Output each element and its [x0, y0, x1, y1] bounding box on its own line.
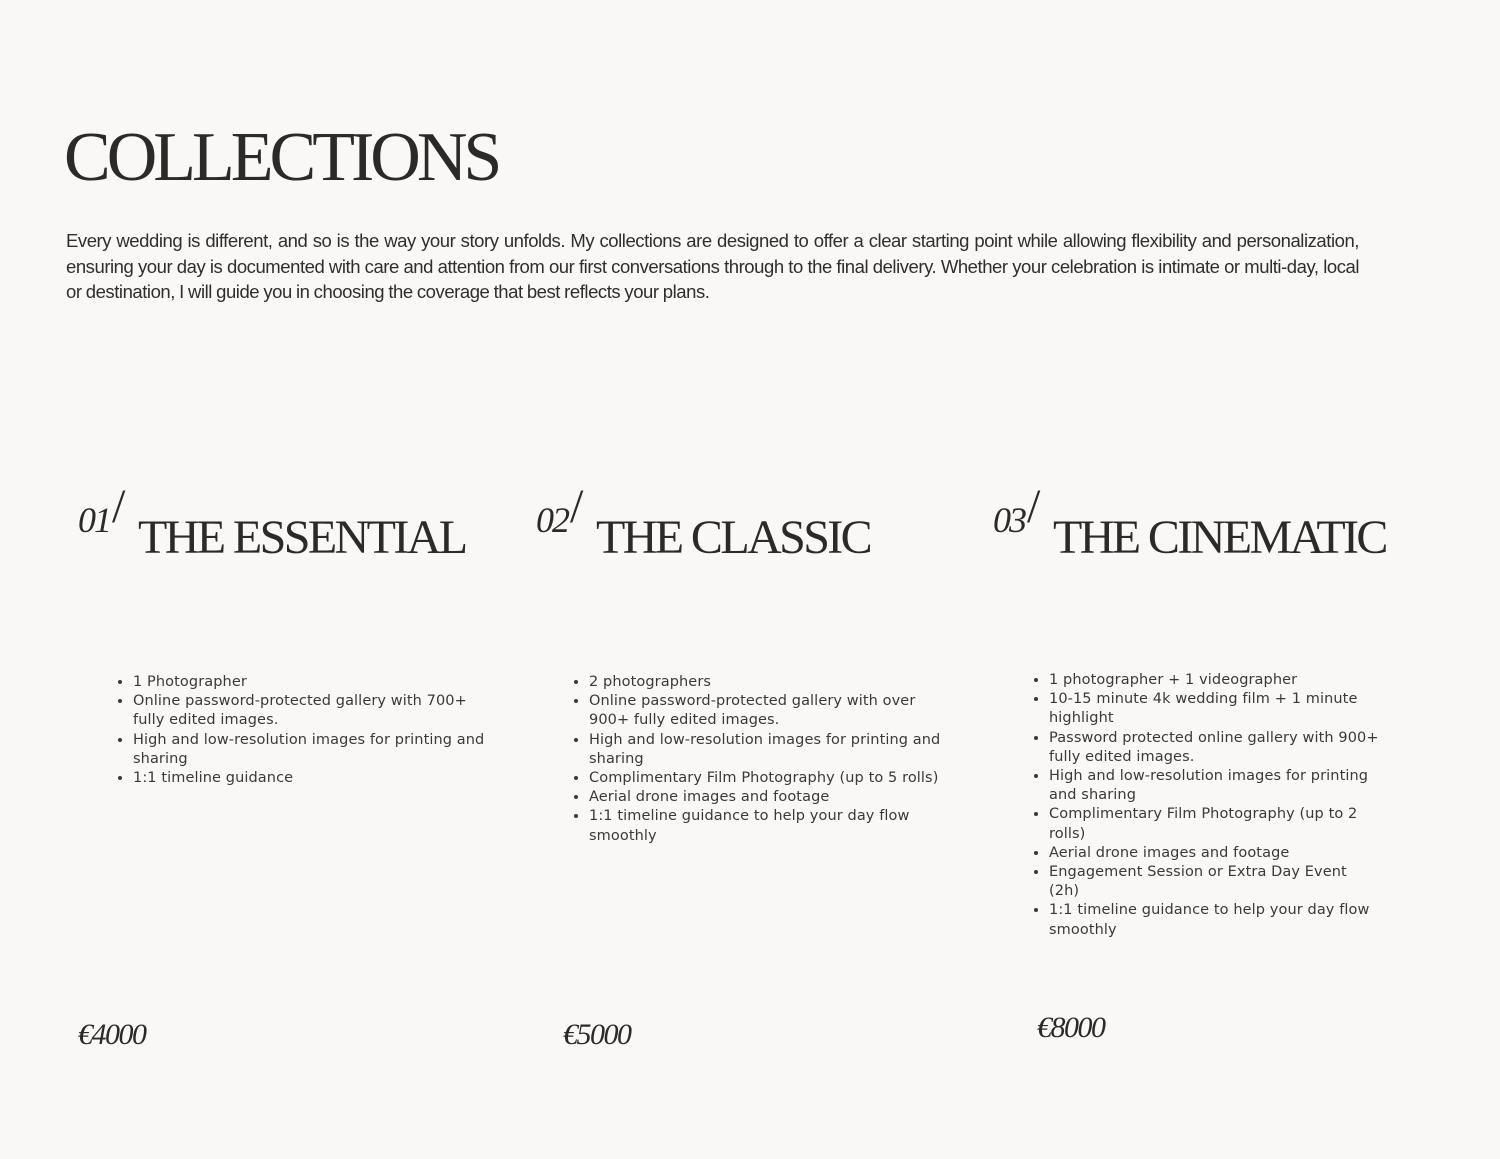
collection-3-feature: • 1 photographer + 1 videographer [1049, 671, 1379, 690]
intro-paragraph: Every wedding is different, and so is the way your story unfolds. My collections are designed to offer a clear starting point while allowing flexibility and personalization, ensuring your day is documented with care and attention from our first conversations through to the final delivery. Whether your celebration is intimate or multi-day, local or destination, I will guide you in choosing the coverage that best reflects your plans. [66, 230, 1359, 302]
collection-1-number-digits: 01 [78, 500, 110, 540]
collection-3-number [993, 480, 1041, 540]
collection-3-title: THE CINEMATIC [1053, 511, 1386, 564]
collection-2-feature: • High and low-resolution images for printing and sharing [589, 731, 949, 769]
collection-3-number-digits: 03 [993, 500, 1025, 540]
collection-1-feature: • Online password-protected gallery with 700+ fully edited images. [133, 692, 503, 730]
collection-1-title: THE ESSENTIAL [138, 511, 466, 564]
collection-2-price: €5000 [563, 1018, 631, 1051]
collection-2-title: THE CLASSIC [596, 511, 871, 564]
collection-2-features [569, 673, 949, 846]
collection-3-features [1029, 671, 1379, 940]
collection-1-features [113, 673, 503, 788]
collection-3-price: €8000 [1037, 1011, 1105, 1044]
collection-1-feature: • High and low-resolution images for printing and sharing [133, 731, 503, 769]
collection-2-feature: • Online password-protected gallery with over 900+ fully edited images. [589, 692, 949, 730]
collection-2-feature: • Complimentary Film Photography (up to 5 rolls) [589, 769, 949, 788]
collection-2-feature: • 1:1 timeline guidance to help your day flow smoothly [589, 807, 949, 845]
collection-1-price: €4000 [78, 1018, 146, 1051]
collection-3-feature: • Complimentary Film Photography (up to 2 rolls) [1049, 805, 1379, 843]
collection-2-feature: • Aerial drone images and footage [589, 788, 949, 807]
collection-1-number [78, 480, 126, 540]
collection-3-feature: • Password protected online gallery with 900+ fully edited images. [1049, 729, 1379, 767]
collection-2-feature: • 2 photographers [589, 673, 949, 692]
collection-3-feature: • 10-15 minute 4k wedding film + 1 minute highlight [1049, 690, 1379, 728]
page-title: COLLECTIONS [64, 119, 499, 196]
collection-1-feature: • 1 Photographer [133, 673, 503, 692]
collection-3-feature: • Engagement Session or Extra Day Event (2h) [1049, 863, 1379, 901]
collection-1-feature: • 1:1 timeline guidance [133, 769, 503, 788]
collection-3-feature: • High and low-resolution images for printing and sharing [1049, 767, 1379, 805]
collection-2-number [536, 480, 584, 540]
collection-2-number-digits: 02 [536, 500, 568, 540]
collection-1-slash: / [112, 480, 126, 533]
collection-3-feature: • Aerial drone images and footage [1049, 844, 1379, 863]
collection-2-slash: / [570, 480, 584, 533]
collection-3-feature: • 1:1 timeline guidance to help your day flow smoothly [1049, 901, 1379, 939]
collection-3-slash: / [1027, 480, 1041, 533]
